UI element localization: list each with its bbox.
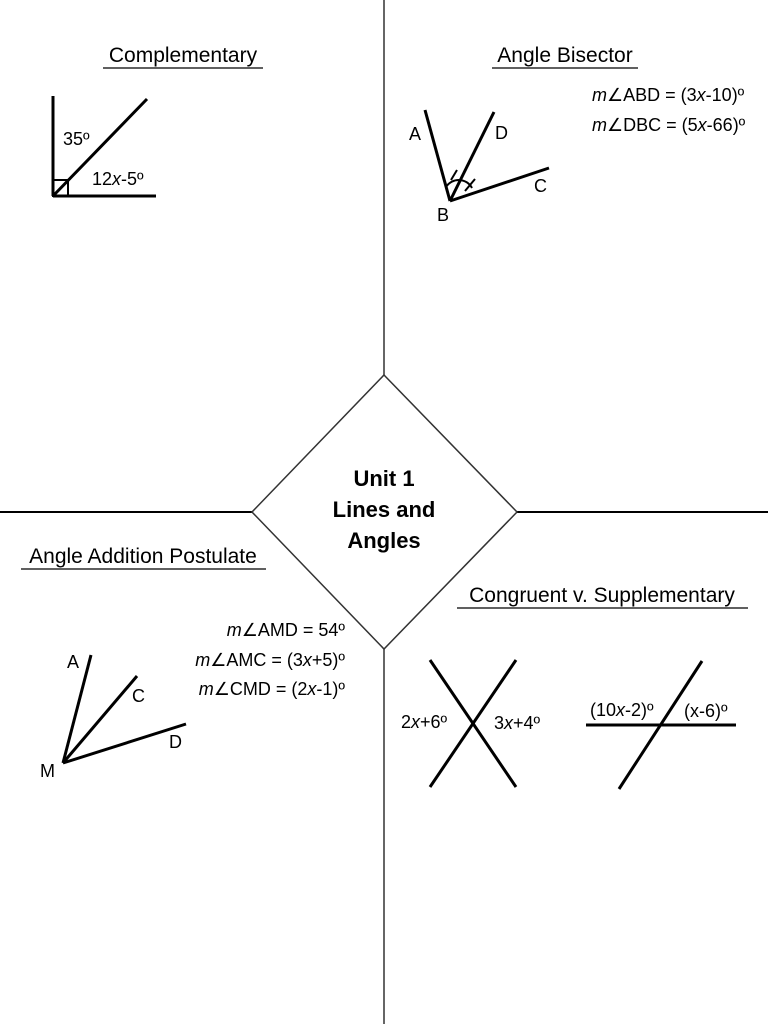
ray-ba: [425, 110, 450, 201]
addition-equation-amc: m∠AMC = (3x+5)º: [195, 650, 345, 670]
bisector-point-a: A: [409, 124, 422, 144]
center-title-line2: Lines and: [332, 497, 436, 522]
bisector-section: [409, 44, 746, 225]
bisector-equation-dbc: m∠DBC = (5x-66)º: [592, 115, 746, 135]
congruent-title: Congruent v. Supplementary: [469, 584, 735, 607]
supplementary-angle-left: (10x-2)º: [590, 700, 654, 720]
center-title-line1: Unit 1: [353, 466, 415, 491]
addition-section: [21, 545, 345, 781]
complementary-title: Complementary: [108, 44, 258, 67]
bisector-title: Angle Bisector: [497, 44, 633, 67]
addition-point-a: A: [67, 652, 80, 672]
bisector-tick-1: [451, 170, 457, 180]
addition-equation-cmd: m∠CMD = (2x-1)º: [198, 679, 345, 699]
center-title-line3: Angles: [347, 528, 421, 553]
addition-point-m: M: [40, 761, 55, 781]
addition-point-d: D: [169, 732, 182, 752]
addition-point-c: C: [132, 686, 145, 706]
bisector-point-d: D: [495, 123, 508, 143]
supplementary-angle-right: (x-6)º: [684, 701, 728, 721]
bisector-equation-abd: m∠ABD = (3x-10)º: [592, 85, 745, 105]
vertical-angle-left: 2x+6º: [401, 712, 448, 732]
complementary-section: [53, 44, 263, 196]
congruent-section: [401, 584, 748, 789]
bisector-point-c: C: [534, 176, 547, 196]
complementary-angle-bottom: 12x-5º: [92, 169, 144, 189]
bisector-point-b: B: [437, 205, 450, 225]
addition-equation-amd: m∠AMD = 54º: [226, 620, 345, 640]
addition-title: Angle Addition Postulate: [29, 545, 257, 568]
vertical-angle-right: 3x+4º: [494, 713, 541, 733]
complementary-angle-top: 35º: [63, 129, 90, 149]
